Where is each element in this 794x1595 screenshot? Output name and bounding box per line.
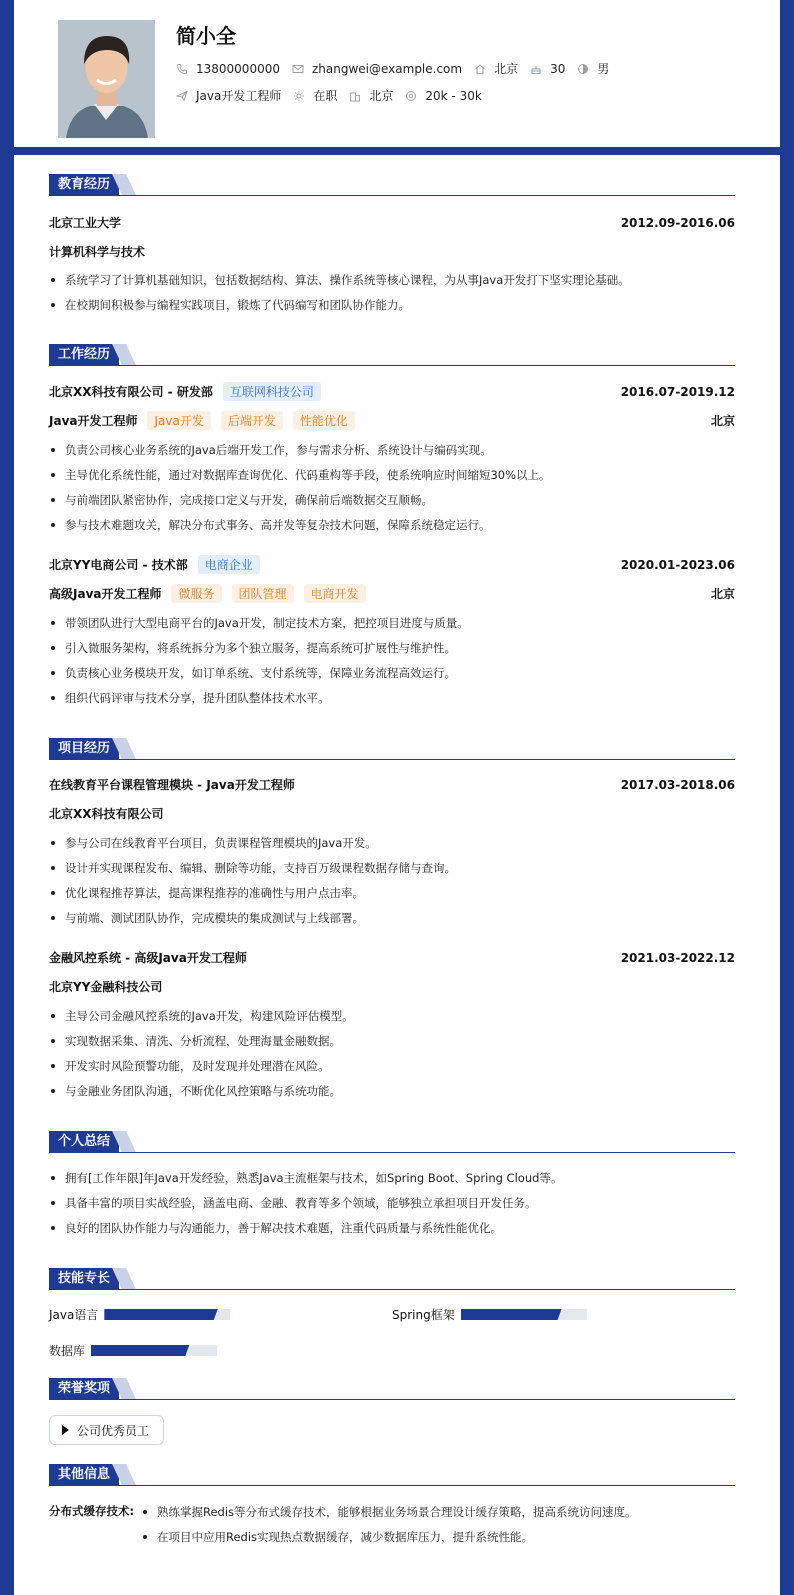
list-item: 良好的团队协作能力与沟通能力，善于解决技术难题，注重代码质量与系统性能优化。 <box>49 1219 735 1244</box>
list-item: 熟练掌握Redis等分布式缓存技术，能够根据业务场景合理设计缓存策略，提高系统访问速度。 <box>141 1503 637 1528</box>
skill-item <box>392 1306 587 1323</box>
cake-icon <box>530 63 542 75</box>
position-name: Java开发工程师 <box>49 414 138 428</box>
work-period: 2016.07-2019.12 <box>620 384 735 399</box>
other-label: 分布式缓存技术: <box>49 1504 135 1518</box>
work-location: 北京 <box>710 587 735 601</box>
gender-info <box>577 60 609 77</box>
gear-icon <box>293 90 305 102</box>
right-border <box>780 0 794 1595</box>
education-bullets <box>49 271 735 321</box>
project-period: 2021.03-2022.12 <box>620 950 735 965</box>
hometown-text: 北京 <box>494 62 519 76</box>
section-header <box>49 738 735 760</box>
list-item: 设计并实现课程发布、编辑、删除等功能，支持百万级课程数据存储与查询。 <box>49 859 735 884</box>
skills-section <box>49 1268 735 1358</box>
work-section <box>49 344 735 705</box>
contact-row <box>176 60 621 77</box>
project-bullets <box>49 1007 735 1107</box>
list-item: 负责公司核心业务系统的Java后端开发工作，参与需求分析、系统设计与编码实现。 <box>49 441 735 466</box>
list-item: 组织代码评审与技术分享，提升团队整体技术水平。 <box>49 689 735 714</box>
list-item: 与前端团队紧密协作，完成接口定义与开发，确保前后端数据交互顺畅。 <box>49 491 735 516</box>
list-item: 优化课程推荐算法，提高课程推荐的准确性与用户点击率。 <box>49 884 735 909</box>
summary-bullets <box>49 1169 735 1244</box>
skill-tag: Java开发 <box>147 411 210 430</box>
age-info <box>530 62 565 76</box>
list-item: 系统学习了计算机基础知识，包括数据结构、算法、操作系统等核心课程，为从事Java开发打下坚实理论基础。 <box>49 271 735 296</box>
email-text: zhangwei@example.com <box>311 61 463 76</box>
skill-bar-fill <box>91 1345 189 1356</box>
section-header <box>49 1268 735 1290</box>
list-item: 主导公司金融风控系统的Java开发，构建风险评估模型。 <box>49 1007 735 1032</box>
resume-body <box>14 155 780 1595</box>
skill-bar <box>461 1309 587 1320</box>
skill-tag: 团队管理 <box>232 584 294 603</box>
skill-name: Spring框架 <box>392 1308 455 1322</box>
candidate-name: 简小全 <box>176 24 236 48</box>
status-info <box>293 87 337 104</box>
work-company-row <box>49 382 735 401</box>
company-name: 北京XX科技有限公司 - 研发部 <box>49 385 213 399</box>
phone-text: 13800000000 <box>196 61 280 76</box>
award-name: 公司优秀员工 <box>77 1423 150 1438</box>
job-title-text: Java开发工程师 <box>196 89 282 103</box>
section-title: 技能专长 <box>49 1268 119 1289</box>
person-avatar-icon <box>58 20 155 138</box>
skill-item <box>49 1342 217 1359</box>
skill-item <box>49 1306 230 1323</box>
honors-section <box>49 1378 735 1438</box>
section-header <box>49 344 735 366</box>
email-info <box>292 62 462 76</box>
other-bullets <box>141 1503 637 1553</box>
skill-tag: 微服务 <box>171 584 221 603</box>
list-item: 与金融业务团队沟通，不断优化风控策略与系统功能。 <box>49 1082 735 1107</box>
left-border <box>0 0 14 1595</box>
skill-bar <box>91 1345 217 1356</box>
section-title: 其他信息 <box>49 1464 119 1485</box>
education-period: 2012.09-2016.06 <box>620 215 735 230</box>
profile-header <box>14 0 780 147</box>
section-title: 项目经历 <box>49 738 119 759</box>
skill-bar <box>104 1309 230 1320</box>
age-text: 30 <box>550 61 566 76</box>
salary-text: 20k - 30k <box>425 88 482 103</box>
phone-info <box>176 62 280 76</box>
job-title-info <box>176 87 281 104</box>
skill-tag: 电商开发 <box>304 584 366 603</box>
section-header <box>49 1131 735 1153</box>
major-name: 计算机科学与技术 <box>49 245 146 259</box>
gender-icon <box>577 63 589 75</box>
education-row <box>49 214 735 231</box>
list-item: 引入微服务架构，将系统拆分为多个独立服务，提高系统可扩展性与维护性。 <box>49 639 735 664</box>
play-triangle-icon <box>62 1425 69 1435</box>
skill-bar-fill <box>104 1309 217 1320</box>
building-icon <box>349 90 361 102</box>
award-chip <box>49 1415 164 1445</box>
work-bullets <box>49 441 735 541</box>
work-bullets <box>49 614 735 714</box>
list-item: 开发实时风险预警功能，及时发现并处理潜在风险。 <box>49 1057 735 1082</box>
section-header <box>49 1464 735 1486</box>
list-item: 拥有[工作年限]年Java开发经验，熟悉Java主流框架与技术，如Spring Boot、Spring Cloud等。 <box>49 1169 735 1194</box>
industry-tag: 互联网科技公司 <box>223 382 321 401</box>
job-row <box>176 87 494 104</box>
education-section <box>49 174 735 312</box>
project-title-row <box>49 776 735 793</box>
section-title: 荣誉奖项 <box>49 1378 119 1399</box>
list-item: 在项目中应用Redis实现热点数据缓存，减少数据库压力，提升系统性能。 <box>141 1528 637 1553</box>
skill-bar-fill <box>461 1309 562 1320</box>
major-row <box>49 243 735 260</box>
skill-name: 数据库 <box>49 1344 86 1358</box>
status-text: 在职 <box>313 89 338 103</box>
salary-info <box>405 89 481 103</box>
project-title: 金融风控系统 - 高级Java开发工程师 <box>49 951 247 965</box>
profile-photo <box>58 20 155 138</box>
section-title: 教育经历 <box>49 174 119 195</box>
home-icon <box>474 63 486 75</box>
city-text: 北京 <box>369 89 394 103</box>
city-info <box>349 87 393 104</box>
list-item: 具备丰富的项目实战经验，涵盖电商、金融、教育等多个领域，能够独立承担项目开发任务。 <box>49 1194 735 1219</box>
hometown-info <box>474 60 518 77</box>
project-company-row <box>49 978 735 995</box>
skill-name: Java语言 <box>49 1308 99 1322</box>
project-period: 2017.03-2018.06 <box>620 777 735 792</box>
list-item: 实现数据采集、清洗、分析流程，处理海量金融数据。 <box>49 1032 735 1057</box>
work-location: 北京 <box>710 414 735 428</box>
position-name: 高级Java开发工程师 <box>49 587 162 601</box>
skill-tag: 性能优化 <box>293 411 355 430</box>
project-company: 北京XX科技有限公司 <box>49 807 164 821</box>
work-period: 2020.01-2023.06 <box>620 557 735 572</box>
list-item: 在校期间积极参与编程实践项目，锻炼了代码编写和团队协作能力。 <box>49 296 735 321</box>
list-item: 参与技术难题攻关，解决分布式事务、高并发等复杂技术问题，保障系统稳定运行。 <box>49 516 735 541</box>
work-position-row <box>49 584 735 603</box>
skill-tag: 后端开发 <box>221 411 283 430</box>
summary-section <box>49 1131 735 1235</box>
list-item: 参与公司在线教育平台项目，负责课程管理模块的Java开发。 <box>49 834 735 859</box>
mail-icon <box>292 63 304 75</box>
section-title: 工作经历 <box>49 344 119 365</box>
work-position-row <box>49 411 735 430</box>
list-item: 与前端、测试团队协作，完成模块的集成测试与上线部署。 <box>49 909 735 934</box>
company-name: 北京YY电商公司 - 技术部 <box>49 558 188 572</box>
list-item: 主导优化系统性能，通过对数据库查询优化、代码重构等手段，使系统响应时间缩短30%以上。 <box>49 466 735 491</box>
project-bullets <box>49 834 735 934</box>
section-title: 个人总结 <box>49 1131 119 1152</box>
project-company-row <box>49 805 735 822</box>
projects-section <box>49 738 735 1098</box>
work-company-row <box>49 555 735 574</box>
list-item: 负责核心业务模块开发，如订单系统、支付系统等，保障业务流程高效运行。 <box>49 664 735 689</box>
project-company: 北京YY金融科技公司 <box>49 980 163 994</box>
project-title: 在线教育平台课程管理模块 - Java开发工程师 <box>49 778 295 792</box>
school-name: 北京工业大学 <box>49 216 122 230</box>
section-header <box>49 1378 735 1400</box>
coin-icon <box>405 90 417 102</box>
project-title-row <box>49 949 735 966</box>
industry-tag: 电商企业 <box>198 555 260 574</box>
paper-plane-icon <box>176 90 188 102</box>
phone-icon <box>176 63 188 75</box>
list-item: 带领团队进行大型电商平台的Java开发，制定技术方案，把控项目进度与质量。 <box>49 614 735 639</box>
section-header <box>49 174 735 196</box>
other-section <box>49 1464 735 1544</box>
gender-text: 男 <box>597 62 610 76</box>
